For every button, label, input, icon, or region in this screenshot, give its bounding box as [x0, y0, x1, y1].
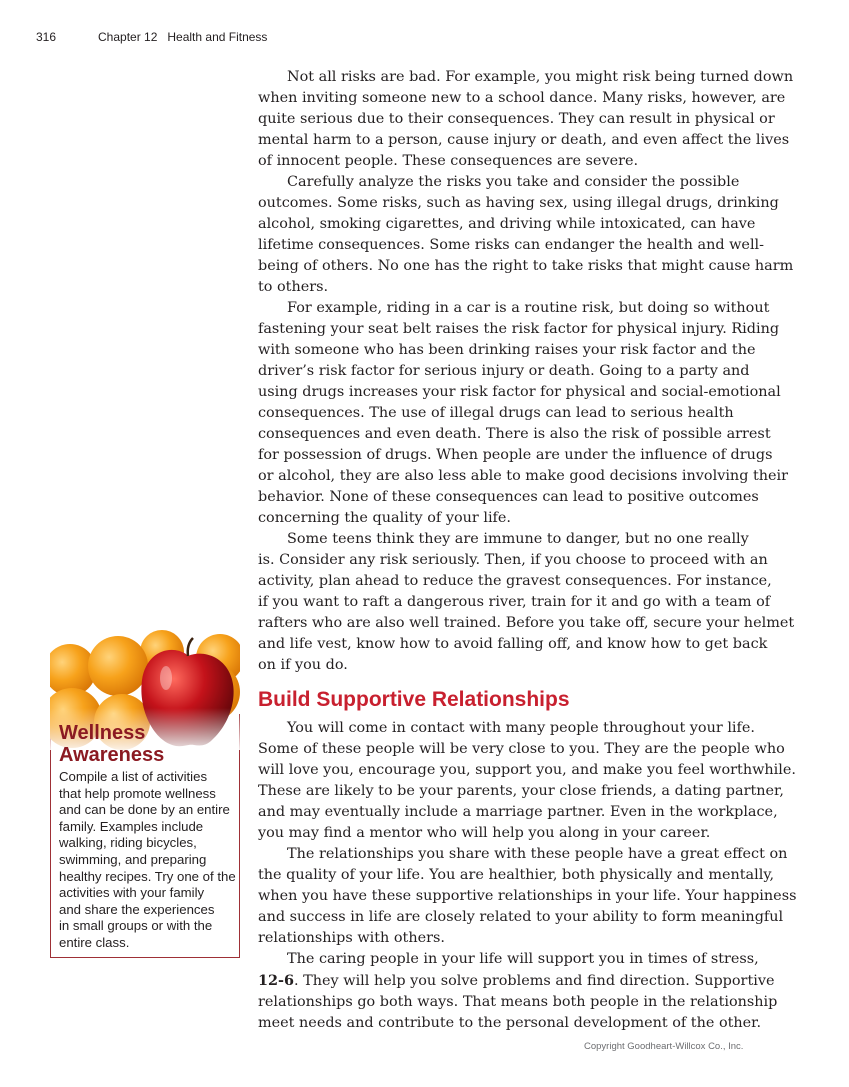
paragraph	[258, 718, 796, 844]
text-line: meet needs and contribute to the personal development of the other.	[258, 1015, 762, 1031]
text-fragment: . They will help you solve problems and find direction. Supportive	[294, 973, 775, 989]
chapter-title: Chapter 12 Health and Fitness	[98, 30, 268, 44]
sidebar-title-line: Awareness	[59, 744, 165, 766]
main-text-column	[258, 67, 797, 1034]
text-line: for possession of drugs. When people are under the influence of drugs	[258, 447, 773, 463]
sidebar-title	[59, 722, 209, 766]
page-number: 316	[36, 30, 57, 44]
text-line: relationships go both ways. That means both people in the relationship	[258, 994, 778, 1010]
figure-reference: 12-6	[258, 972, 295, 989]
text-line: The caring people in your life will support you in times of stress,	[287, 951, 759, 967]
text-line: driver’s risk factor for serious injury or death. Going to a party and	[258, 363, 750, 379]
text-line: and success in life are closely related to your ability to form meaningful	[258, 909, 784, 925]
sidebar-title-line: Wellness	[59, 722, 146, 744]
section-heading: Build Supportive Relationships	[258, 688, 570, 711]
sidebar-text-line: healthy recipes. Try one of the	[59, 868, 236, 884]
running-head	[36, 30, 267, 44]
sidebar-text-line: swimming, and preparing	[59, 851, 207, 867]
text-line: You will come in contact with many people throughout your life.	[287, 720, 755, 736]
text-line: fastening your seat belt raises the risk factor for physical injury. Riding	[258, 321, 780, 337]
text-line: or alcohol, they are also less able to make good decisions involving their	[258, 468, 789, 484]
text-line: relationships with others.	[258, 930, 445, 946]
text-line: These are likely to be your parents, your close friends, a dating partner,	[258, 783, 784, 799]
text-line: will love you, encourage you, support you, and make you feel worthwhile.	[258, 762, 796, 778]
text-line: on if you do.	[258, 657, 348, 673]
text-line: and may eventually include a marriage partner. Even in the workplace,	[258, 804, 778, 820]
text-line: when inviting someone new to a school dance. Many risks, however, are	[258, 90, 786, 106]
text-line: when you have these supportive relationships in your life. Your happiness	[258, 888, 797, 904]
text-line: quite serious due to their consequences. They can result in physical or	[258, 111, 775, 127]
text-line: concerning the quality of your life.	[258, 510, 511, 526]
sidebar-text-line: and share the experiences	[59, 901, 215, 917]
text-line: Not all risks are bad. For example, you might risk being turned down	[287, 69, 794, 85]
paragraph	[258, 529, 795, 676]
copyright-notice: Copyright Goodheart-Willcox Co., Inc.	[584, 1041, 744, 1052]
relationship-paragraphs	[258, 718, 797, 949]
sidebar-text-line: family. Examples include	[59, 818, 204, 834]
text-line: with someone who has been drinking raises your risk factor and the	[258, 342, 756, 358]
sidebar-text-line: and can be done by an entire	[59, 802, 230, 818]
text-line: behavior. None of these consequences can lead to positive outcomes	[258, 489, 759, 505]
text-line: consequences and even death. There is also the risk of possible arrest	[258, 426, 771, 442]
paragraph	[258, 949, 778, 1034]
text-line	[258, 970, 775, 992]
text-line: activity, plan ahead to reduce the gravest consequences. For instance,	[258, 573, 772, 589]
sidebar-body	[59, 769, 237, 952]
sidebar-text-line: that help promote wellness	[59, 785, 216, 801]
text-line: The relationships you share with these people have a great effect on	[287, 846, 788, 862]
sidebar-text-line: activities with your family	[59, 885, 205, 901]
text-line: Carefully analyze the risks you take and consider the possible	[287, 174, 740, 190]
sidebar-text-line: walking, riding bicycles,	[59, 835, 197, 851]
paragraph	[258, 67, 794, 172]
sidebar-text-line: in small groups or with the	[59, 918, 213, 934]
text-line: outcomes. Some risks, such as having sex, using illegal drugs, drinking	[258, 195, 779, 211]
text-line: to others.	[258, 279, 329, 295]
text-line: rafters who are also well trained. Before you take off, secure your helmet	[258, 615, 795, 631]
text-line: For example, riding in a car is a routine risk, but doing so without	[287, 300, 770, 316]
sidebar-text-line: entire class.	[59, 934, 130, 950]
text-line: using drugs increases your risk factor for physical and social-emotional	[258, 384, 781, 400]
text-line: is. Consider any risk seriously. Then, if you choose to proceed with an	[258, 552, 768, 568]
text-line: Some of these people will be very close to you. They are the people who	[258, 741, 785, 757]
wellness-awareness-sidebar	[50, 630, 240, 959]
text-line: consequences. The use of illegal drugs can lead to serious health	[258, 405, 734, 421]
paragraph	[258, 172, 794, 298]
text-line: if you want to raft a dangerous river, train for it and go with a team of	[258, 594, 771, 610]
text-line: and life vest, know how to avoid falling off, and know how to get back	[258, 636, 768, 652]
text-line: the quality of your life. You are healthier, both physically and mentally,	[258, 867, 775, 883]
text-line: alcohol, smoking cigarettes, and driving while intoxicated, can have	[258, 216, 756, 232]
sidebar-text-line: Compile a list of activities	[59, 769, 208, 784]
text-line: of innocent people. These consequences are severe.	[258, 153, 639, 169]
text-line: mental harm to a person, cause injury or death, and even affect the lives	[258, 132, 790, 148]
text-line: Some teens think they are immune to danger, but no one really	[287, 531, 749, 547]
paragraph	[258, 844, 797, 949]
text-line: you may find a mentor who will help you along in your career.	[258, 825, 711, 841]
text-line: lifetime consequences. Some risks can endanger the health and well-	[258, 237, 765, 253]
paragraph	[258, 298, 789, 529]
text-line: being of others. No one has the right to take risks that might cause harm	[258, 258, 794, 274]
risk-paragraphs	[258, 67, 795, 676]
